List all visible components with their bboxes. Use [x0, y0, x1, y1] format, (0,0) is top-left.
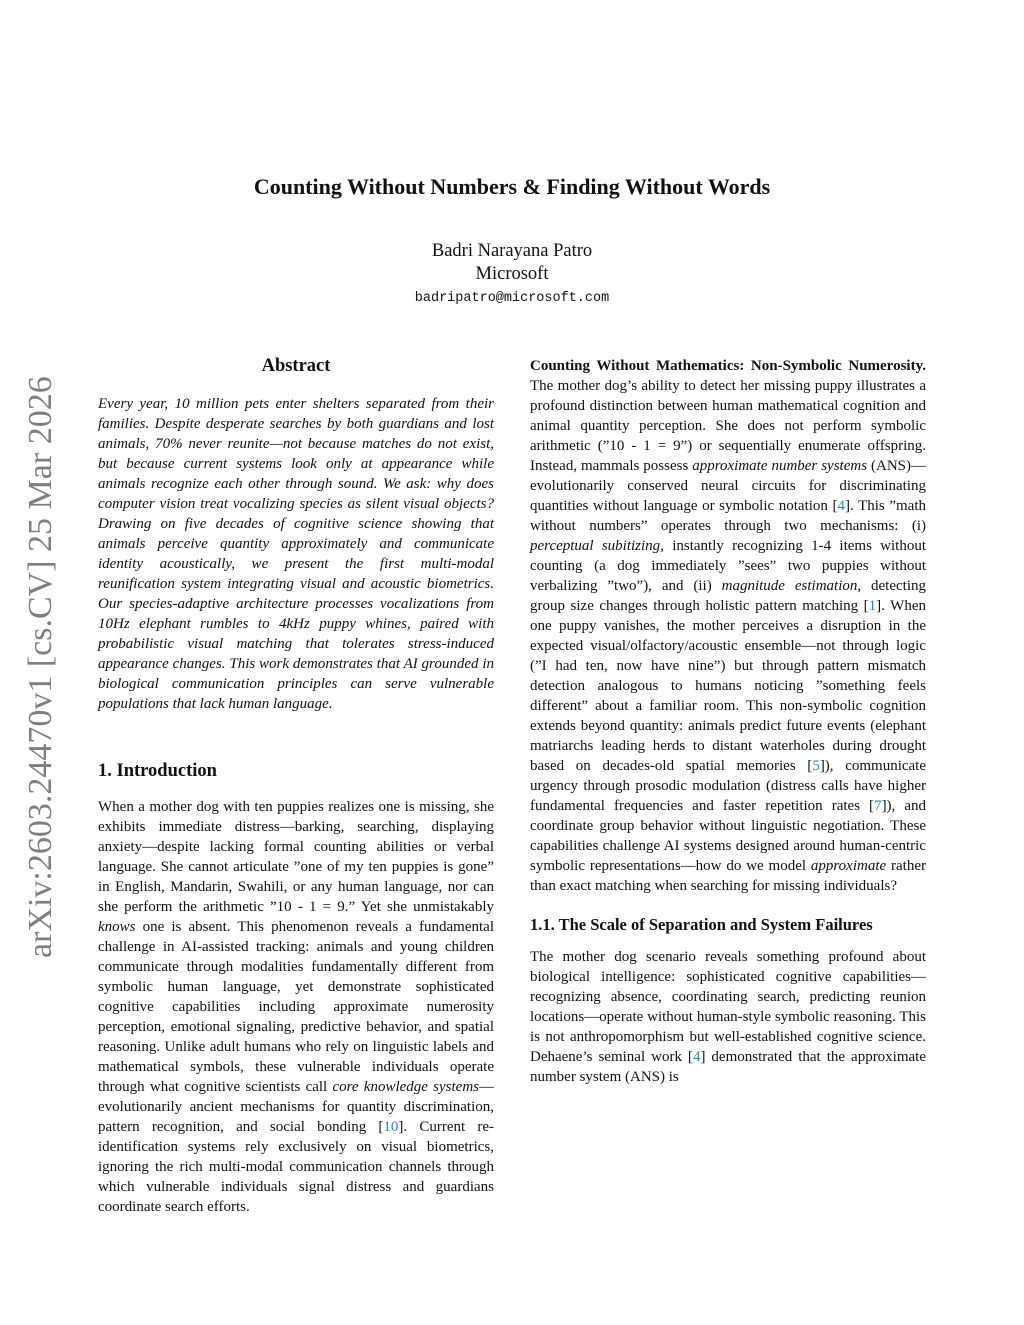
text-run: ]), communicate urgency through prosodic modulation (distress calls have higher fundamental frequencies and faster repetition rates [ — [530, 758, 926, 814]
author-name: Badri Narayana Patro — [431, 241, 593, 261]
text-run: , instantly recognizing 1-4 items without counting (a dog immediately ”sees” two puppies without verbalizing ”two”), and (ii) — [530, 538, 926, 594]
section-heading-introduction: 1. Introduction — [98, 761, 217, 781]
text-run: rather than exact matching when searching for missing individuals? — [530, 858, 926, 894]
emphasis: knows — [98, 919, 136, 935]
emphasis: magnitude estimation — [721, 578, 858, 594]
text-run: (ANS)—evolutionarily conserved neural circuits for discriminating quantities without language or symbolic notation [ — [530, 458, 926, 514]
text-run: When a mother dog with ten puppies realizes one is missing, she exhibits immediate distress—barking, searching, displaying anxiety—despite lacking formal counting abilities or verbal language. She cannot articulate ”one of my ten puppies is gone” in English, Mandarin, Swahili, or any human language, nor can she perform the arithmetic ”10 - 1 = 9.” Yet she unmistakably — [98, 799, 494, 915]
text-run: one is absent. This phenomenon reveals a fundamental challenge in AI-assisted tracking: animals and young children communicate through modalities fundamentally different from symbolic human language, yet demonstrate sophisticated cognitive capabilities including approximate numerosity perception, emotional signaling, predictive behavior, and spatial reasoning. Unlike adult humans who rely on linguistic labels and mathematical symbols, these vulnerable individuals operate through what cognitive scientists call — [98, 919, 494, 1095]
right-column — [530, 356, 926, 1087]
text-run: ] demonstrated that the approximate number system (ANS) is — [530, 1049, 927, 1085]
text-run: —evolutionarily ancient mechanisms for quantity discrimination, pattern recognition, and social bonding [ — [98, 1079, 494, 1135]
emphasis: perceptual subitizing — [530, 538, 661, 554]
emphasis: approximate number systems — [692, 458, 868, 474]
text-run: ]. Current re-identification systems rely exclusively on visual biometrics, ignoring the rich multi-modal communication channels through which vulnerable individuals signal distress and guardians coordinate search efforts. — [98, 1119, 494, 1215]
text-run: The mother dog’s ability to detect her missing puppy illustrates a profound distinction between human mathematical cognition and animal quantity perception. She does not perform symbolic arithmetic (”10 - 1 = 9”) or sequentially enumerate offspring. Instead, mammals possess — [530, 378, 926, 474]
left-column — [98, 352, 494, 1217]
emphasis: core knowledge systems — [332, 1079, 479, 1095]
emphasis: approximate — [810, 858, 887, 874]
citation-link[interactable]: 4 — [692, 1049, 701, 1065]
text-run: ]. When one puppy vanishes, the mother perceives a disruption in the expected visual/olfactory/acoustic ensemble—not through logic (”I had ten, now have nine”) but through pattern mismatch detection analogous to humans noticing ”something feels different” about a familiar room. This non-symbolic cognition extends beyond quantity: animals predict future events (elephant matriarchs leading herds to distant waterholes during drought based on decades-old spatial memories [ — [530, 598, 926, 774]
abstract-text: Every year, 10 million pets enter shelters separated from their families. Despite desperate searches by both guardians and lost animals, 70% never reunite—not because matches do not exist, but because current systems look only at appearance while animals recognize each other through sound. We ask: why does computer vision treat vocalizing species as silent visual objects? Drawing on five decades of cognitive science showing that animals perceive quantity approximately and communicate identity acoustically, we present the first multi-modal reunification system integrating visual and acoustic biometrics. Our species-adaptive architecture processes vocalizations from 10Hz elephant rumbles to 4kHz puppy whines, paired with probabilistic visual matching that tolerates stress-induced appearance changes. This work demonstrates that AI grounded in biological communication principles can serve vulnerable populations that lack human language. — [98, 396, 494, 712]
intro-paragraph-2 — [530, 356, 926, 896]
subsection-paragraph-1 — [530, 947, 926, 1087]
citation-link[interactable]: 1 — [868, 598, 877, 614]
paper-title: Counting Without Numbers & Finding Without Words — [253, 174, 771, 199]
citation-link[interactable]: 4 — [837, 498, 846, 514]
author-email[interactable]: badripatro@microsoft.com — [414, 291, 610, 306]
author-block — [0, 240, 1024, 310]
text-run: ]), and coordinate group behavior without linguistic negotiation. These capabilities challenge AI systems designed around human-centric symbolic representations—how do we model — [530, 798, 926, 874]
text-run: , detecting group size changes through holistic pattern matching [ — [530, 578, 927, 614]
citation-link[interactable]: 10 — [383, 1119, 399, 1135]
paragraph-heading: Counting Without Mathematics: Non-Symbolic Numerosity. — [530, 358, 926, 374]
abstract-heading: Abstract — [261, 356, 331, 376]
subsection-heading: 1.1. The Scale of Separation and System Failures — [530, 915, 873, 934]
citation-link[interactable]: 7 — [874, 798, 882, 814]
text-run: ]. This ”math without numbers” operates through two mechanisms: (i) — [530, 498, 926, 534]
arxiv-side-stamp: arXiv:2603.24470v1 [cs.CV] 25 Mar 2026 — [22, 376, 59, 958]
citation-link[interactable]: 5 — [812, 758, 820, 774]
intro-paragraph-1 — [98, 797, 494, 1217]
author-affiliation: Microsoft — [475, 264, 549, 284]
text-run: The mother dog scenario reveals something profound about biological intelligence: sophisticated cognitive capabilities—recognizing absence, coordinating search, predicting reunion locations—operate without human-style symbolic reasoning. This is not anthropomorphism but well-established cognitive science. Dehaene’s seminal work [ — [530, 949, 926, 1065]
